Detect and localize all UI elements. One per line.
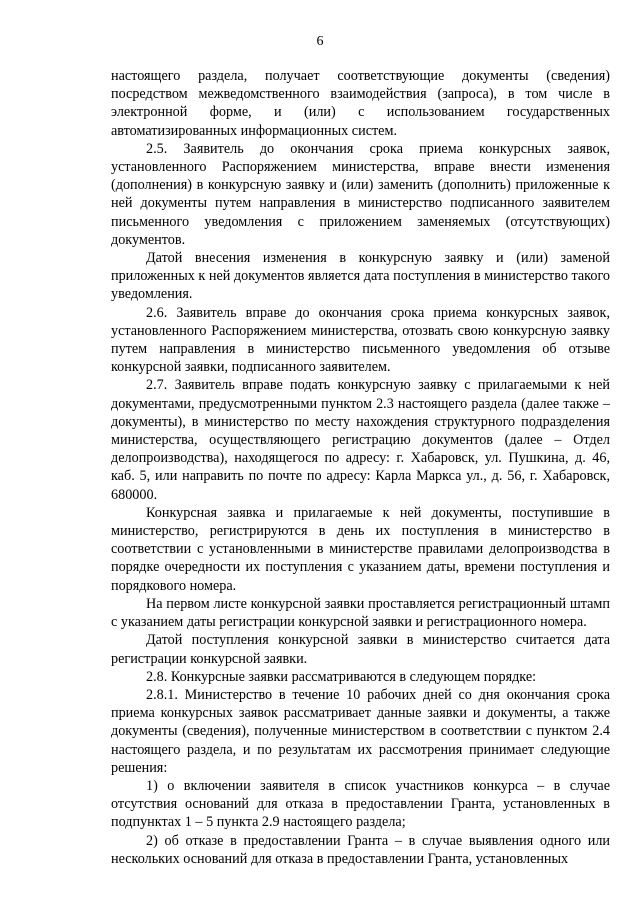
list-item-1: 1) о включении заявителя в список участников конкурса – в случае отсутствия оснований для отказа в предоставлении Гранта, установленных в подпунктах 1 – 5 пункта 2.9 настоящего раздела;: [111, 777, 610, 831]
page-number: 6: [316, 34, 324, 49]
list-item-2: 2) об отказе в предоставлении Гранта – в случае выявления одного или нескольких оснований для отказа в предоставлении Гранта, установленных: [111, 832, 610, 867]
paragraph-2-8: 2.8. Конкурсные заявки рассматриваются в следующем порядке:: [146, 668, 537, 685]
paragraph-continuation: настоящего раздела, получает соответствующие документы (сведения) посредством межведомственного взаимодействия (запроса), в том числе в электронной форме, и (или) с использованием государственных автоматизированных информационных систем.: [111, 68, 610, 139]
document-body: [111, 67, 610, 868]
paragraph-2-6: 2.6. Заявитель вправе до окончания срока приема конкурсных заявок, установленного Распоряжением министерства, отозвать свою конкурсную заявку путем направления в министерство письменного уведомления об отзыве конкурсной заявки, подписанного заявителем.: [111, 304, 610, 376]
paragraph-2-5: 2.5. Заявитель до окончания срока приема конкурсных заявок, установленного Распоряжением министерства, вправе внести изменения (дополнения) в конкурсную заявку и (или) заменить (дополнить) приложенные к ней документы путем направления в министерство подписанного заявителем письменного уведомления с приложением заменяемых (отсутствующих) документов.: [111, 140, 610, 248]
paragraph-2-7: 2.7. Заявитель вправе подать конкурсную заявку с прилагаемыми к ней документами, предусмотренными пунктом 2.3 настоящего раздела (далее также – документы), в министерство по месту нахождения структурного подразделения министерства, осуществляющего регистрацию документов (далее – Отдел делопроизводства), находящегося по адресу: г. Хабаровск, ул. Пушкина, д. 46, каб. 5, или направить по почте по адресу: Карла Маркса ул., д. 56, г. Хабаровск, 680000.: [111, 377, 610, 503]
paragraph-receipt-date: Датой поступления конкурсной заявки в министерство считается дата регистрации конкурсной заявки.: [111, 632, 610, 667]
paragraph-amendment-date: Датой внесения изменения в конкурсную заявку и (или) заменой приложенных к ней документов является дата поступления в министерство такого уведомления.: [111, 250, 610, 303]
paragraph-2-8-1: 2.8.1. Министерство в течение 10 рабочих дней со дня окончания срока приема конкурсных заявок рассматривает данные заявки и документы, а также документы (сведения), полученные министерством в соответствии с пунктом 2.4 настоящего раздела, и по результатам их рассмотрения принимает следующие решения:: [111, 686, 610, 776]
paragraph-registration: Конкурсная заявка и прилагаемые к ней документы, поступившие в министерство, регистрируются в день их поступления в министерство в соответствии с установленными в министерстве правилами делопроизводства в порядке очередности их поступления с указанием даты, времени поступления и порядкового номера.: [111, 504, 610, 594]
paragraph-stamp: На первом листе конкурсной заявки проставляется регистрационный штамп с указанием даты регистрации конкурсной заявки и регистрационного номера.: [111, 595, 610, 631]
